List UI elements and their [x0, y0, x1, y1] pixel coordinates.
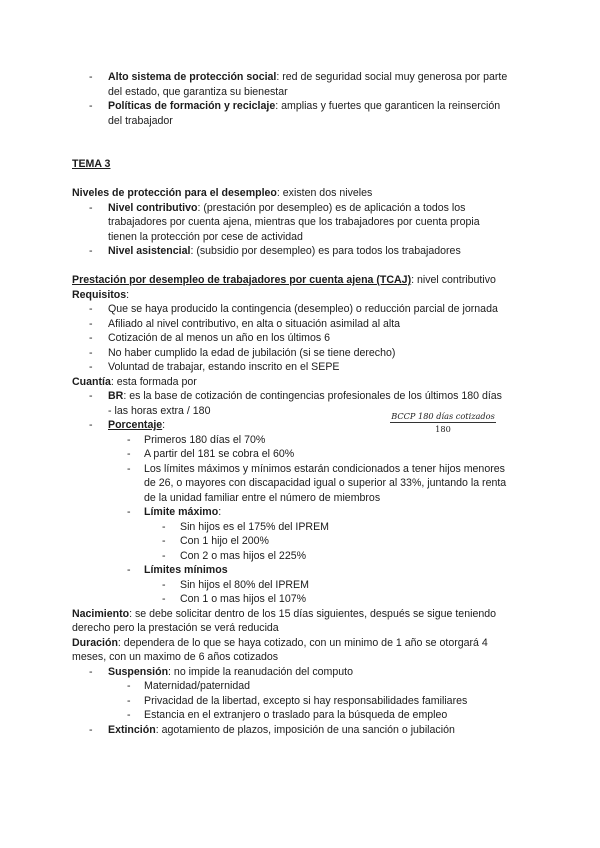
list-item-continuation: del trabajador: [108, 114, 173, 127]
list-item: - Voluntad de trabajar, estando inscrito en el SEPE: [89, 361, 340, 373]
paragraph: Niveles de protección para el desempleo: existen dos niveles: [72, 187, 373, 199]
list-item: - BR: es la base de cotización de contingencias profesionales de los últimos 180 días: [89, 390, 502, 402]
list-item-continuation: - las horas extra / 180: [108, 404, 211, 417]
list-item: - Afiliado al nivel contributivo, en alta o situación asimilad al alta: [89, 317, 401, 330]
formula-numerator: BCCP 180 días cotizados: [391, 411, 495, 421]
paragraph: Requisitos:: [72, 288, 130, 301]
formula-denominator: 180: [435, 424, 451, 434]
list-item: - Primeros 180 días el 70%: [127, 433, 266, 446]
list-item: - Privacidad de la libertad, excepto si hay responsabilidades familiares: [127, 694, 468, 707]
list-item: - A partir del 181 se cobra el 60%: [127, 448, 295, 460]
list-item-continuation: del estado, que garantiza su bienestar: [108, 85, 288, 98]
list-item-continuation: de 26, o mayores con discapacidad igual o superior al 33%, juntando la renta: [144, 477, 507, 489]
paragraph: Duración: dependera de lo que se haya cotizado, con un minimo de 1 año se otorgará 4: [72, 636, 488, 649]
list-item: - Estancia en el extranjero o traslado para la búsqueda de empleo: [127, 709, 448, 721]
section-heading: TEMA 3: [72, 158, 111, 170]
list-item: - Los límites máximos y mínimos estarán condicionados a tener hijos menores: [127, 462, 505, 475]
list-item: - Maternidad/paternidad: [127, 680, 251, 692]
list-item: - Políticas de formación y reciclaje: amplias y fuertes que garanticen la reinserción: [89, 100, 501, 112]
list-item: - No haber cumplido la edad de jubilación (si se tiene derecho): [89, 346, 396, 359]
list-item: - Con 1 o mas hijos el 107%: [162, 593, 307, 605]
paragraph: Cuantía: esta formada por: [72, 375, 197, 388]
list-item-continuation: trabajadores por cuenta ajena, mientras que los trabajadores por cuenta propia: [108, 216, 480, 228]
list-item: - Alto sistema de protección social: red de seguridad social muy generosa por parte: [89, 71, 508, 83]
list-item: - Extinción: agotamiento de plazos, imposición de una sanción o jubilación: [89, 723, 455, 736]
list-item: - Límite máximo:: [127, 506, 222, 518]
list-item-continuation: de la unidad familiar entre el número de miembros: [144, 491, 381, 504]
document-page: [72, 70, 532, 737]
paragraph: Prestación por desempleo de trabajadores por cuenta ajena (TCAJ): nivel contributivo: [72, 274, 496, 286]
paragraph-continuation: derecho pero la prestación se verá reducida: [72, 622, 279, 634]
list-item: - Nivel contributivo: (prestación por desempleo) es de aplicación a todos los: [89, 201, 466, 214]
list-item: - Cotización de al menos un año en los últimos 6: [89, 332, 331, 344]
list-item: - Con 1 hijo el 200%: [162, 535, 269, 547]
list-item: - Sin hijos el 80% del IPREM: [162, 578, 309, 591]
list-item: - Límites mínimos: [127, 564, 228, 576]
list-item: - Porcentaje:: [89, 419, 166, 431]
list-item: - Sin hijos es el 175% del IPREM: [162, 520, 329, 533]
list-item: - Suspensión: no impide la reanudación del computo: [89, 665, 353, 678]
formula-fraction: [390, 411, 496, 434]
list-item: - Nivel asistencial: (subsidio por desempleo) es para todos los trabajadores: [89, 245, 461, 257]
list-item-continuation: tienen la protección por cese de actividad: [108, 230, 303, 243]
paragraph: Nacimiento: se debe solicitar dentro de los 15 días siguientes, después se sigue teniendo: [72, 607, 497, 620]
list-item: - Que se haya producido la contingencia (desempleo) o reducción parcial de jornada: [89, 303, 498, 315]
paragraph-continuation: meses, con un maximo de 6 años cotizados: [72, 651, 279, 663]
list-item: - Con 2 o mas hijos el 225%: [162, 549, 307, 562]
